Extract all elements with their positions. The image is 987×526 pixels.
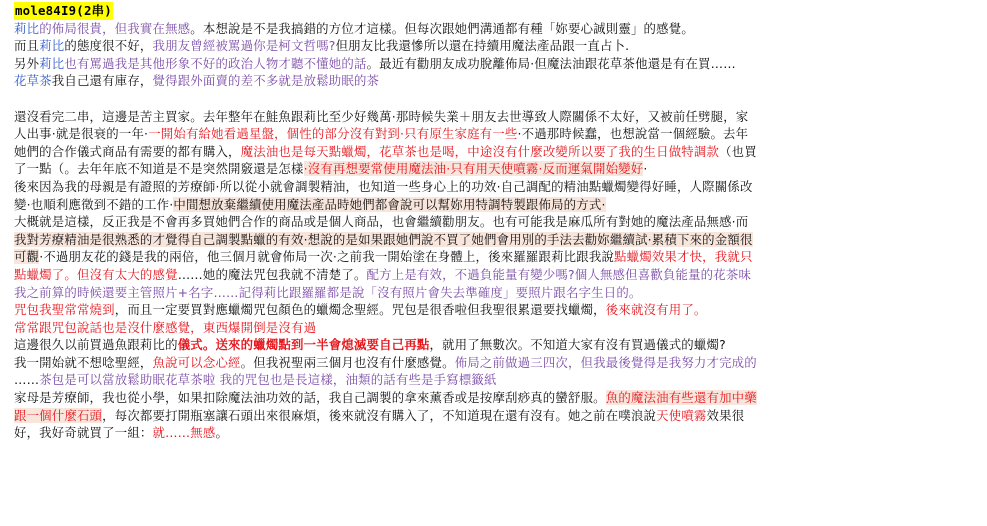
post-title: mole84I9(2串) — [15, 3, 112, 18]
text-segment: 覺得跟外面賣的差不多就是放鬆助眠的茶 — [152, 73, 380, 89]
text-segment: 的態度很不好， — [64, 38, 153, 54]
text-segment: 咒包我聖常常燒到 — [14, 302, 115, 318]
text-segment: 後來因為我的母親是有證照的芳療師·所以從小就會調製精油，也知道一些身心上的功效·自己調配的精油點蠟燭變得好睡，人際關係改 — [14, 178, 753, 194]
text-line — [14, 319, 976, 337]
text-segment: 配方上是有效，不過負能量有變少嗎? — [366, 266, 575, 282]
paragraph-break — [14, 90, 976, 108]
text-line — [14, 160, 976, 178]
text-line — [14, 424, 976, 442]
text-segment: 點蠟燭效果才快，我就只 — [614, 249, 753, 265]
text-line — [14, 37, 976, 55]
text-segment: 就……無感 — [152, 425, 216, 441]
text-segment: 我自己還有庫存， — [51, 73, 153, 89]
text-segment: ，就用了無數次。不知道大家有沒有買過儀式的蠟燭? — [429, 337, 726, 353]
text-segment: 茶包是可以當放鬆助眠花草茶啦 — [39, 372, 216, 388]
text-segment: 人出事·就是很衰的一年· — [14, 126, 149, 142]
text-segment: 跟一個什麼石頭 — [14, 407, 103, 423]
text-line — [14, 354, 976, 372]
text-segment: 。本想說是不是我搞錯的方位才這樣。但每次跟她們溝通都有種「妳要心誠則靈」的感覺。 — [190, 20, 694, 36]
text-segment: 。 — [215, 425, 229, 441]
text-segment: 後來就沒有用了。 — [605, 302, 707, 318]
text-line — [14, 108, 976, 126]
text-segment: 點蠟燭了。但沒有太大的感覺 — [14, 266, 178, 282]
text-segment: 家母是芳療師，我也從小學，如果扣除魔法油功效的話，我自己調製的拿來薰香或是按摩刮痧真的蠻舒服。 — [14, 390, 606, 406]
text-segment: 可觀 — [14, 249, 40, 265]
text-segment: （也買 — [719, 143, 757, 159]
text-segment: 這邊很久以前買過魚跟莉比的 — [14, 337, 178, 353]
text-segment: 魚的魔法油有些還有加中藥 — [605, 390, 757, 406]
text-segment: 變·也順利應徵到不錯的工作· — [14, 196, 174, 212]
text-segment: 莉比 — [39, 55, 65, 71]
text-segment: 了一點（。去年年底不知道是不是突然開竅還是怎樣 — [14, 161, 304, 177]
text-line — [14, 213, 976, 231]
text-segment: ……她的魔法咒包我就不清楚了。 — [177, 266, 367, 282]
text-line — [14, 389, 976, 407]
text-segment: 莉比 — [14, 20, 40, 36]
text-segment: 的佈局很貴，但我實在無感 — [39, 20, 191, 36]
text-segment: 一開始有給她看過星盤，個性的部分沒有對到·只有原生家庭有一些 — [148, 126, 518, 142]
text-segment: 天使噴霧 — [656, 407, 707, 423]
post-title-line — [14, 2, 976, 20]
text-segment: 常常跟咒包說話也是沒什麼感覺，東西爆開倒是沒有過 — [14, 319, 317, 335]
text-segment: 大概就是這樣，反正我是不會再多買她們合作的商品或是個人商品，也會繼續勸朋友。也有可能我是麻瓜所有對她的魔法產品無感·而 — [14, 214, 749, 230]
text-segment: 。但我祝聖兩三個月也沒有什麼感覺。 — [240, 354, 455, 370]
text-line — [14, 55, 976, 73]
text-line — [14, 178, 976, 196]
text-segment: ·沒有再想要常使用魔法油·只有用天使噴霧·反而運氣開始變好 — [303, 161, 644, 177]
text-segment: 魚說可以念心經 — [152, 354, 241, 370]
text-segment: 另外 — [14, 55, 40, 71]
text-segment: 儀式。送來的蠟燭點到一半會熄滅要自己再點 — [177, 337, 430, 353]
text-segment: ，而且一定要買對應蠟燭咒包顏色的蠟燭念聖經。咒包是很香啦但我聖很累還要找蠟燭， — [114, 302, 606, 318]
text-line — [14, 336, 976, 354]
text-segment: 而且 — [14, 38, 40, 54]
text-line — [14, 266, 976, 284]
text-segment: 也有罵過我是其他形象不好的政治人物才聽不懂她的話 — [64, 55, 367, 71]
text-segment: 佈局之前做過三四次，但我最後覺得是我努力才完成的 — [454, 354, 757, 370]
text-segment: 她們的合作儀式商品有需要的都有購入， — [14, 143, 241, 159]
text-segment: 我一開始就不想唸聖經， — [14, 354, 153, 370]
text-line — [14, 301, 976, 319]
text-segment: 我的咒包也是長這樣，油類的話有些是手寫標籤紙 — [215, 372, 497, 388]
text-line — [14, 72, 976, 90]
text-segment: 效果很 — [706, 407, 745, 423]
text-segment: 魔法油也是每天點蠟燭，花草茶也是喝，中途沒有什麼改變所以要了我的生日做特調款 — [240, 143, 720, 159]
text-line — [14, 407, 976, 425]
text-segment: ，每次都要打開瓶塞讓石頭出來很麻煩，後來就沒有購入了，不知道現在還有沒有。她之前在噗浪說 — [102, 407, 657, 423]
text-line — [14, 20, 976, 38]
text-line — [14, 248, 976, 266]
text-segment: 好，我好奇就買了一組： — [14, 425, 153, 441]
text-segment: 莉比 — [39, 38, 65, 54]
text-line — [14, 231, 976, 249]
text-line — [14, 143, 976, 161]
text-line — [14, 125, 976, 143]
text-line — [14, 284, 976, 302]
forum-post — [14, 2, 976, 442]
post-body — [14, 20, 976, 442]
text-segment: ·不過朋友花的錢是我的兩倍，他三個月就會佈局一次·之前我一開始塗在身體上，後來羅羅跟莉比跟我說 — [39, 249, 615, 265]
text-line — [14, 196, 976, 214]
text-segment: 中間想放棄繼續使用魔法產品時她們都會說可以幫妳用特調特製跟佈局的方式· — [173, 196, 606, 212]
text-segment: ·不過那時候蠢，也想說當一個經驗。去年 — [517, 126, 749, 142]
text-segment: 我對芳療精油是很熟悉的才覺得自己調製點蠟的有效·想說的是如果跟她們說不買了她們會用別的手法去勸妳繼續試·累積下來的金額很 — [14, 231, 753, 247]
text-line — [14, 371, 976, 389]
text-segment: · — [643, 161, 648, 177]
text-segment: 。最近有勸朋友成功脫離佈局·但魔法油跟花草茶他還是有在買…… — [366, 55, 736, 71]
text-segment: 個人無感但喜歡負能量的花茶味 — [574, 266, 752, 282]
text-segment: 我之前算的時候還要主管照片+名字……記得莉比跟羅羅都是說「沒有照片會失去準確度」要照片跟名字生日的。 — [14, 284, 642, 300]
text-segment: 但朋友比我還慘所以還在持續用魔法產品跟一直占卜. — [335, 38, 630, 54]
text-segment: 花草茶 — [14, 73, 52, 89]
text-segment: …… — [14, 372, 40, 388]
text-segment: 我朋友曾經被罵過你是柯文哲嗎? — [152, 38, 336, 54]
text-segment: 還沒看完二串，這邊是苦主買家。去年整年在鮭魚跟莉比至少好幾萬·那時候失業＋朋友去世導致人際關係不太好，又被前任劈腿，家 — [14, 108, 749, 124]
